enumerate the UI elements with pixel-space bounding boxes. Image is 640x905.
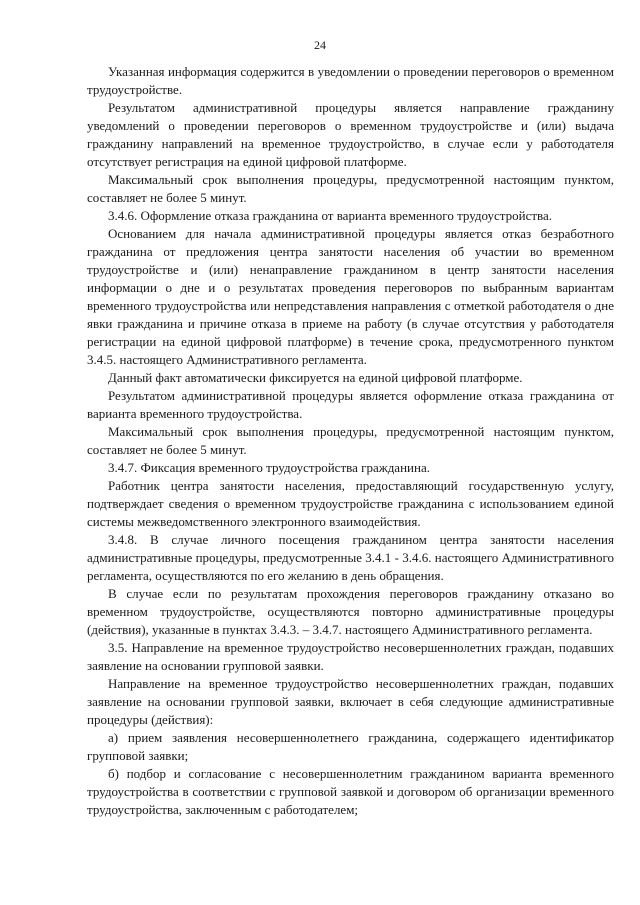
section-heading: 3.4.7. Фиксация временного трудоустройства гражданина. bbox=[108, 460, 430, 475]
paragraph: Основанием для начала административной процедуры является отказ безработного гражданина от предложения центра занятости населения об участии во временном трудоустройстве и (или) ненаправление гражданином в центр занятости населения информации о дне и о результатах проведения переговоров по выбранным вариантам временного трудоустройства или непредставления направления с отметкой работодателя о дне явки гражданина и причине отказа в приеме на работу (в случае отсутствия у работодателя регистрации на единой цифровой платформе) в течение срока, предусмотренного пунктом 3.4.5. настоящего Административного регламента. bbox=[87, 226, 614, 367]
paragraph: Максимальный срок выполнения процедуры, предусмотренной настоящим пунктом, составляет не более 5 минут. bbox=[87, 424, 614, 457]
list-item: б) подбор и согласование с несовершеннолетним гражданином варианта временного трудоустройства в соответствии с групповой заявкой и договором об организации временного трудоустройства, заключенным с работодателем; bbox=[87, 766, 614, 817]
paragraph: Максимальный срок выполнения процедуры, предусмотренной настоящим пунктом, составляет не более 5 минут. bbox=[87, 172, 614, 205]
paragraph: Указанная информация содержится в уведомлении о проведении переговоров о временном трудоустройстве. bbox=[87, 64, 614, 97]
paragraph: Направление на временное трудоустройство несовершеннолетних граждан, подавших заявление на основании групповой заявки, включает в себя следующие административные процедуры (действия): bbox=[87, 676, 614, 727]
section-heading: 3.4.6. Оформление отказа гражданина от варианта временного трудоустройства. bbox=[108, 208, 553, 223]
document-body bbox=[87, 63, 614, 819]
list-item: а) прием заявления несовершеннолетнего гражданина, содержащего идентификатор групповой заявки; bbox=[87, 730, 614, 763]
paragraph: В случае если по результатам прохождения переговоров гражданину отказано во временном трудоустройстве, осуществляются повторно административные процедуры (действия), указанные в пунктах 3.4.3. – 3.4.7. настоящего Административного регламента. bbox=[87, 586, 614, 637]
paragraph: Результатом административной процедуры является направление гражданину уведомлений о проведении переговоров о временном трудоустройстве и (или) выдача гражданину направлений на временное трудоустройство, в случае если у работодателя отсутствует регистрация на единой цифровой платформе. bbox=[87, 100, 614, 169]
page-number: 24 bbox=[314, 38, 326, 52]
paragraph: Данный факт автоматически фиксируется на единой цифровой платформе. bbox=[108, 370, 523, 385]
paragraph: Результатом административной процедуры является оформление отказа гражданина от варианта временного трудоустройства. bbox=[87, 388, 614, 421]
paragraph: 3.4.8. В случае личного посещения гражданином центра занятости населения административные процедуры, предусмотренные 3.4.1 - 3.4.6. настоящего Административного регламента, осуществляются по его желанию в день обращения. bbox=[87, 532, 614, 583]
paragraph: Работник центра занятости населения, предоставляющий государственную услугу, подтверждает сведения о временном трудоустройстве гражданина с использованием единой системы межведомственного электронного взаимодействия. bbox=[87, 478, 614, 529]
section-heading: 3.5. Направление на временное трудоустройство несовершеннолетних граждан, подавших заявление на основании групповой заявки. bbox=[87, 640, 614, 673]
